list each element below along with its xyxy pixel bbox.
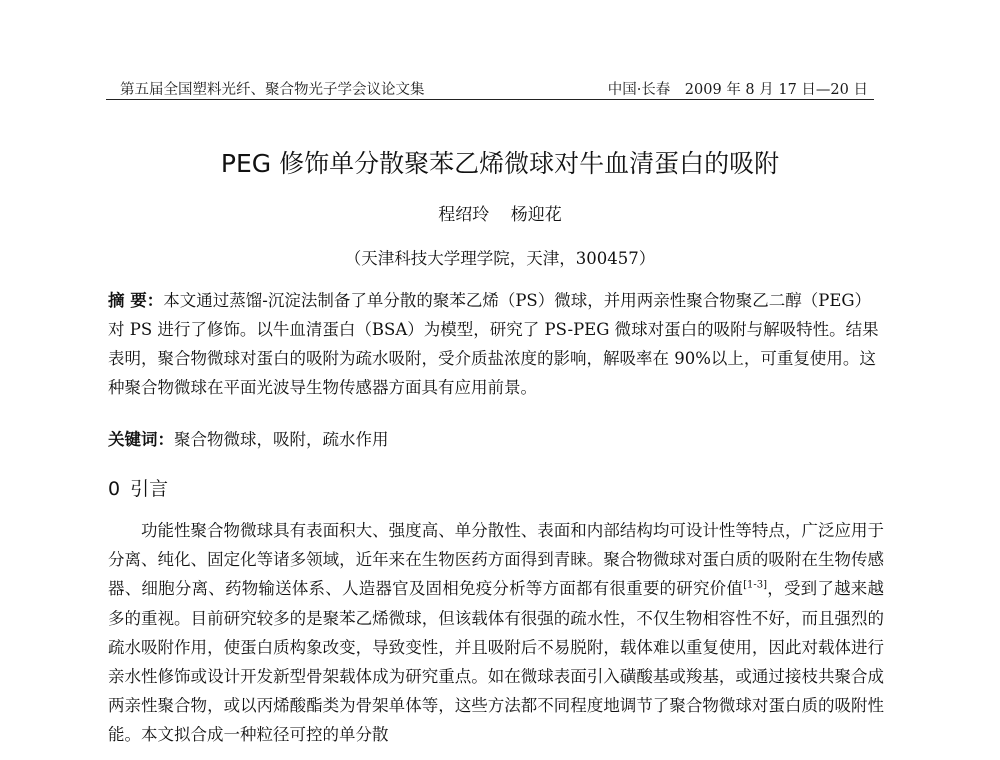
affiliation: （天津科技大学理学院，天津，300457） — [344, 249, 656, 268]
intro-text-part1: 功能性聚合物微球具有表面积大、强度高、单分散性、表面和内部结构均可设计性等特点，广泛应用于分离、纯化、固定化等诸多领域，近年来在生物医药方面得到青睐。聚合物微球对蛋白质的吸附在生物传感器、细胞分离、药物输送体系、人造器官及固相免疫分析等方面都有很重要的研究价值 — [108, 521, 884, 599]
author-name: 杨迎花 — [510, 205, 562, 225]
author-list — [0, 200, 1000, 225]
header-conference: 第五届全国塑料光纤、聚合物光子学会议论文集 — [120, 82, 425, 98]
section-number: 0 — [108, 478, 121, 500]
paper-title: PEG 修饰单分散聚苯乙烯微球对牛血清蛋白的吸附 — [220, 149, 780, 178]
abstract-text: 本文通过蒸馏-沉淀法制备了单分散的聚苯乙烯（PS）微球，并用两亲性聚合物聚乙二醇（PEG）对 PS 进行了修饰。以牛血清蛋白（BSA）为模型，研究了 PS-PEG 微球对蛋白的吸附与解吸特性。结果表明，聚合物微球对蛋白的吸附为疏水吸附，受介质盐浓度的影响，解吸率在 90%以上，可重复使用。这种聚合物微球在平面光波导生物传感器方面具有应用前景。 — [108, 291, 879, 397]
intro-paragraph — [108, 516, 884, 750]
citation-ref: [1-3] — [743, 579, 768, 591]
header-location-date: 中国·长春 2009 年 8 月 17 日—20 日 — [607, 82, 868, 98]
header-rule — [106, 99, 874, 100]
keywords — [108, 425, 884, 454]
section-title: 引言 — [130, 478, 169, 500]
abstract-label: 摘 要： — [108, 291, 164, 310]
intro-text-part2: ，受到了越来越多的重视。目前研究较多的是聚苯乙烯微球，但该载体有很强的疏水性，不仅生物相容性不好，而且强烈的疏水吸附作用，使蛋白质构象改变，导致变性，并且吸附后不易脱附，载体难以重复使用，因此对载体进行亲水性修饰或设计开发新型骨架载体成为研究重点。如在微球表面引入磺酸基或羧基，或通过接枝共聚合成两亲性聚合物，或以丙烯酸酯类为骨架单体等，这些方法都不同程度地调节了聚合物微球对蛋白质的吸附性能。本文拟合成一种粒径可控的单分散 — [108, 579, 885, 745]
running-header — [106, 78, 874, 98]
abstract — [108, 286, 884, 402]
keywords-text: 聚合物微球，吸附，疏水作用 — [174, 430, 389, 449]
section-heading — [108, 474, 168, 501]
author-name: 程绍玲 — [438, 205, 490, 225]
keywords-label: 关键词： — [108, 430, 174, 449]
